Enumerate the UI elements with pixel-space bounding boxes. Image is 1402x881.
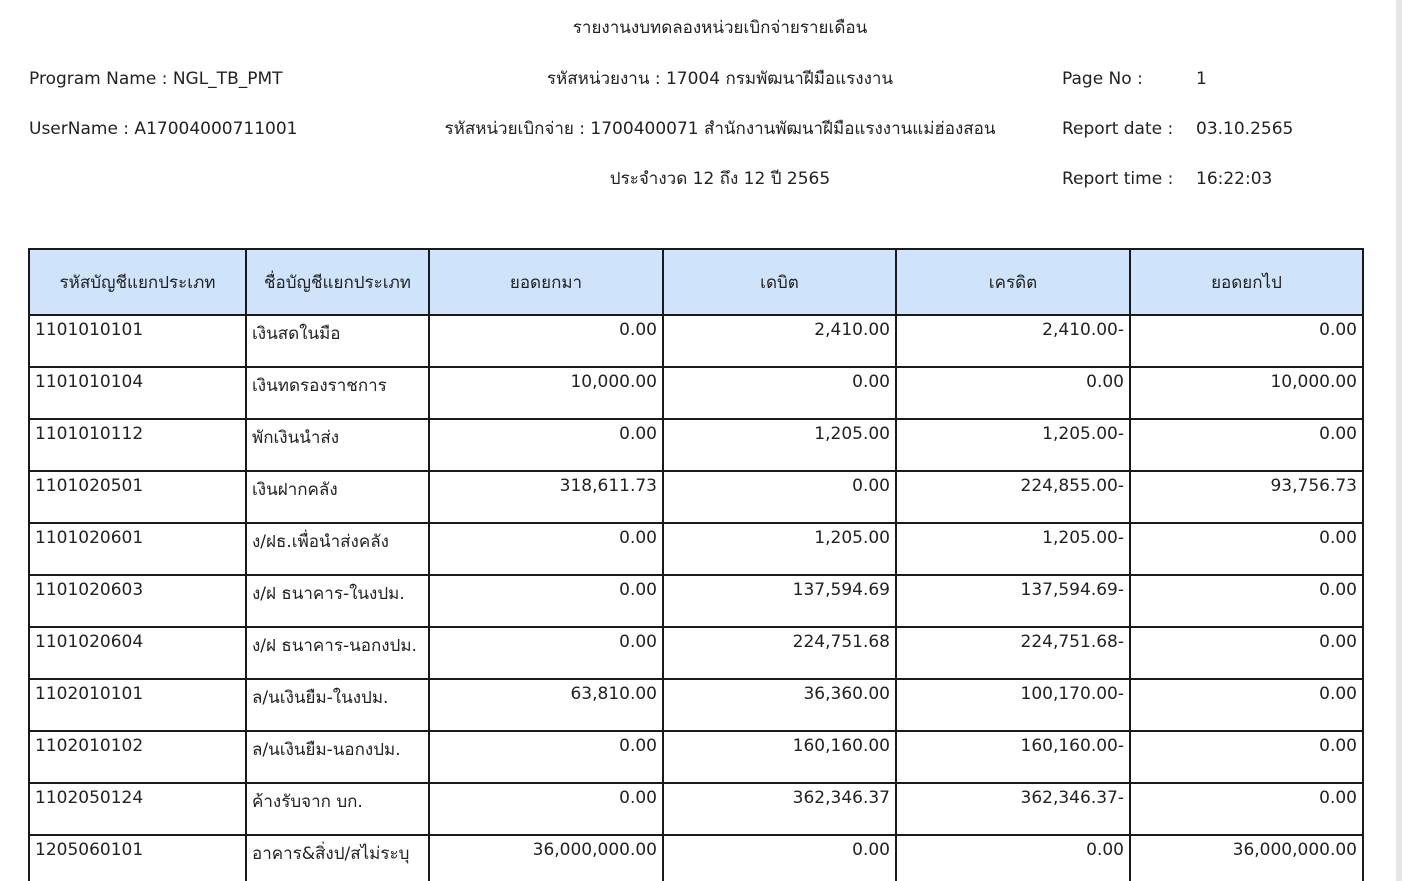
account-name: พักเงินนำส่ง xyxy=(246,419,429,471)
opening-balance: 0.00 xyxy=(429,627,663,679)
account-name: เงินสดในมือ xyxy=(246,315,429,367)
page-edge xyxy=(1396,0,1402,881)
opening-balance: 318,611.73 xyxy=(429,471,663,523)
program-name: Program Name : NGL_TB_PMT xyxy=(29,69,283,89)
agency-info: รหัสหน่วยงาน : 17004 กรมพัฒนาฝีมือแรงงาน xyxy=(546,69,894,89)
header-debit: เดบิต xyxy=(663,249,896,315)
debit: 0.00 xyxy=(663,835,896,881)
credit: 0.00 xyxy=(896,367,1130,419)
debit: 137,594.69 xyxy=(663,575,896,627)
account-code: 1101010104 xyxy=(29,367,246,419)
opening-balance: 10,000.00 xyxy=(429,367,663,419)
closing-balance: 36,000,000.00 xyxy=(1130,835,1363,881)
account-code: 1205060101 xyxy=(29,835,246,881)
account-name: ง/ฝ ธนาคาร-ในงปม. xyxy=(246,575,429,627)
report-date-value: 03.10.2565 xyxy=(1196,119,1294,139)
trial-balance-table xyxy=(28,248,1364,881)
account-code: 1102010102 xyxy=(29,731,246,783)
account-name: อาคาร&สิ่งป/สไม่ระบุ xyxy=(246,835,429,881)
table-row xyxy=(29,523,1363,575)
credit: 1,205.00- xyxy=(896,419,1130,471)
table-row xyxy=(29,367,1363,419)
debit: 0.00 xyxy=(663,367,896,419)
opening-balance: 63,810.00 xyxy=(429,679,663,731)
report-date-label: Report date : xyxy=(1062,119,1174,139)
credit: 160,160.00- xyxy=(896,731,1130,783)
account-code: 1101010101 xyxy=(29,315,246,367)
report-period: ประจำงวด 12 ถึง 12 ปี 2565 xyxy=(609,169,831,189)
table-row xyxy=(29,835,1363,881)
debit: 2,410.00 xyxy=(663,315,896,367)
credit: 100,170.00- xyxy=(896,679,1130,731)
opening-balance: 36,000,000.00 xyxy=(429,835,663,881)
report-time-label: Report time : xyxy=(1062,169,1174,189)
debit: 362,346.37 xyxy=(663,783,896,835)
closing-balance: 0.00 xyxy=(1130,419,1363,471)
table-row xyxy=(29,679,1363,731)
header-opening-balance: ยอดยกมา xyxy=(429,249,663,315)
report-title: รายงานงบทดลองหน่วยเบิกจ่ายรายเดือน xyxy=(572,18,868,38)
closing-balance: 0.00 xyxy=(1130,731,1363,783)
credit: 224,855.00- xyxy=(896,471,1130,523)
table-header-row xyxy=(29,249,1363,315)
debit: 1,205.00 xyxy=(663,419,896,471)
report-time-value: 16:22:03 xyxy=(1196,169,1273,189)
table-row xyxy=(29,419,1363,471)
header-closing-balance: ยอดยกไป xyxy=(1130,249,1363,315)
debit: 160,160.00 xyxy=(663,731,896,783)
closing-balance: 93,756.73 xyxy=(1130,471,1363,523)
table-row xyxy=(29,471,1363,523)
debit: 36,360.00 xyxy=(663,679,896,731)
credit: 362,346.37- xyxy=(896,783,1130,835)
account-name: เงินทดรองราชการ xyxy=(246,367,429,419)
closing-balance: 0.00 xyxy=(1130,523,1363,575)
page-no-value: 1 xyxy=(1196,69,1207,89)
opening-balance: 0.00 xyxy=(429,731,663,783)
opening-balance: 0.00 xyxy=(429,523,663,575)
opening-balance: 0.00 xyxy=(429,783,663,835)
debit: 0.00 xyxy=(663,471,896,523)
debit: 224,751.68 xyxy=(663,627,896,679)
closing-balance: 0.00 xyxy=(1130,315,1363,367)
credit: 137,594.69- xyxy=(896,575,1130,627)
account-code: 1102010101 xyxy=(29,679,246,731)
closing-balance: 0.00 xyxy=(1130,679,1363,731)
debit: 1,205.00 xyxy=(663,523,896,575)
account-code: 1101020604 xyxy=(29,627,246,679)
closing-balance: 0.00 xyxy=(1130,627,1363,679)
credit: 0.00 xyxy=(896,835,1130,881)
account-name: ค้างรับจาก บก. xyxy=(246,783,429,835)
account-name: ง/ฝ ธนาคาร-นอกงปม. xyxy=(246,627,429,679)
account-code: 1101010112 xyxy=(29,419,246,471)
user-name: UserName : A17004000711001 xyxy=(29,119,298,139)
account-name: ง/ฝธ.เพื่อนำส่งคลัง xyxy=(246,523,429,575)
page-no-label: Page No : xyxy=(1062,69,1143,89)
table-row xyxy=(29,627,1363,679)
account-code: 1101020501 xyxy=(29,471,246,523)
account-code: 1101020603 xyxy=(29,575,246,627)
table-row xyxy=(29,783,1363,835)
credit: 2,410.00- xyxy=(896,315,1130,367)
account-code: 1101020601 xyxy=(29,523,246,575)
closing-balance: 0.00 xyxy=(1130,575,1363,627)
table-row xyxy=(29,731,1363,783)
header-credit: เครดิต xyxy=(896,249,1130,315)
credit: 224,751.68- xyxy=(896,627,1130,679)
account-name: ล/นเงินยืม-นอกงปม. xyxy=(246,731,429,783)
opening-balance: 0.00 xyxy=(429,575,663,627)
opening-balance: 0.00 xyxy=(429,315,663,367)
closing-balance: 10,000.00 xyxy=(1130,367,1363,419)
account-name: ล/นเงินยืม-ในงปม. xyxy=(246,679,429,731)
closing-balance: 0.00 xyxy=(1130,783,1363,835)
opening-balance: 0.00 xyxy=(429,419,663,471)
credit: 1,205.00- xyxy=(896,523,1130,575)
disbursing-unit-info: รหัสหน่วยเบิกจ่าย : 1700400071 สำนักงานพัฒนาฝีมือแรงงานแม่ฮ่องสอน xyxy=(444,119,996,139)
header-account-code: รหัสบัญชีแยกประเภท xyxy=(29,249,246,315)
table-row xyxy=(29,315,1363,367)
header-account-name: ชื่อบัญชีแยกประเภท xyxy=(246,249,429,315)
table-row xyxy=(29,575,1363,627)
account-code: 1102050124 xyxy=(29,783,246,835)
account-name: เงินฝากคลัง xyxy=(246,471,429,523)
